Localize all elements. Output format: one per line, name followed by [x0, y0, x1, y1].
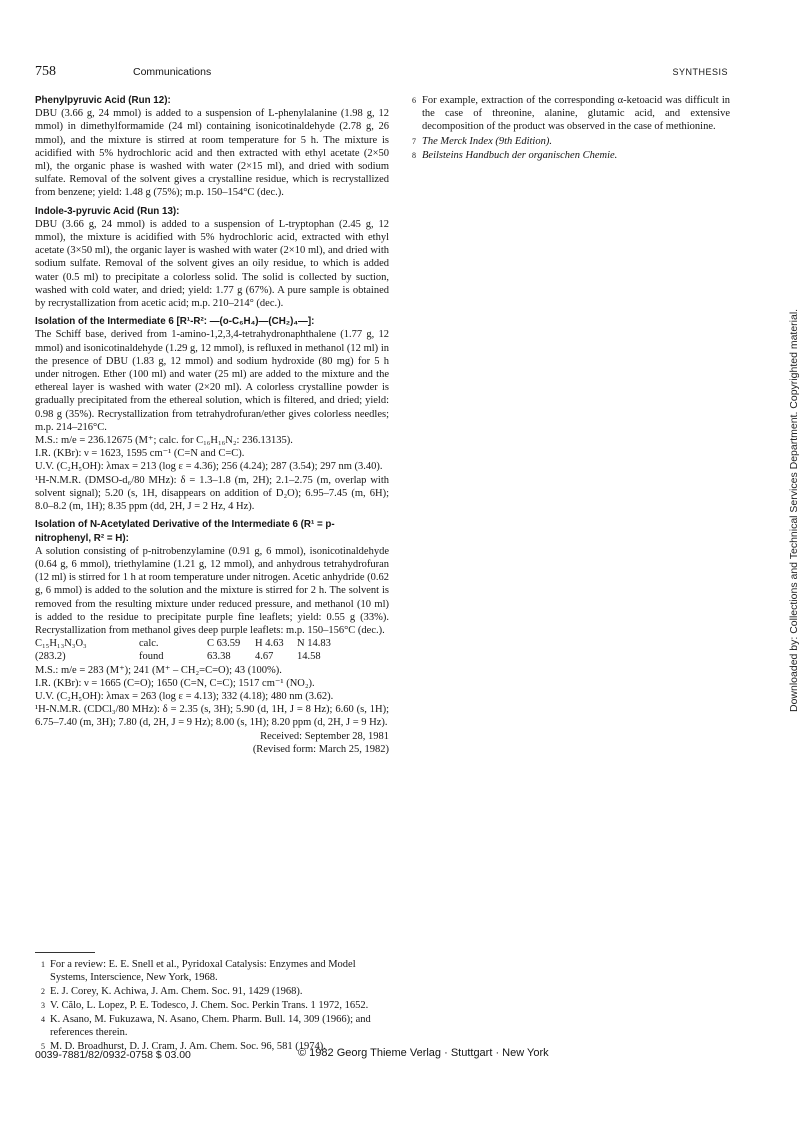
revised-date: (Revised form: March 25, 1982) — [252, 743, 389, 755]
download-notice: Downloaded by: Collections and Technical Services Department. Copyrighted material. — [788, 308, 800, 712]
footnote-item — [35, 985, 393, 998]
ir-acetylated: I.R. (KBr): ν = 1665 (C=O); 1650 (C=N, C=C); 1517 cm⁻¹ (NO₂). — [35, 677, 315, 689]
footnote-text: K. Asano, M. Fukuzawa, N. Asano, Chem. Pharm. Bull. 14, 309 (1966); and references therein. — [50, 1014, 371, 1038]
note-number: 7 — [412, 136, 416, 146]
heading-acetylated: Isolation of N-Acetylated Derivative of the Intermediate 6 (R¹ = p-nitrophenyl, R² = H): — [35, 519, 335, 544]
received-date: Received: September 28, 1981 — [260, 730, 389, 742]
footnotes — [35, 958, 393, 1054]
page-number: 758 — [35, 64, 56, 79]
note-item — [406, 149, 730, 162]
footnote-number: 3 — [41, 1001, 45, 1010]
footnote-item — [35, 958, 393, 984]
analysis-calc-label: calc. — [139, 638, 159, 650]
ms-intermediate-6: M.S.: m/e = 236.12675 (M⁺; calc. for C₁₆H₁₆N₂: 236.13135). — [35, 435, 293, 447]
analysis-calc-c: C 63.59 — [207, 638, 241, 650]
footer-article-code: 0039-7881/82/0932-0758 $ 03.00 — [35, 1049, 191, 1061]
analysis-found-n: 14.58 — [297, 651, 321, 663]
analysis-formula: C₁₅H₁₃N₃O₃ — [35, 638, 87, 650]
footnote-text: V. Călo, L. Lopez, P. E. Todesco, J. Chem. Soc. Perkin Trans. 1 1972, 1652. — [50, 1000, 369, 1011]
footnote-item — [35, 1013, 393, 1039]
analysis-found-label: found — [139, 651, 164, 663]
body-indole: DBU (3.66 g, 24 mmol) is added to a suspension of L-tryptophan (2.45 g, 12 mmol), the mixture is acidified with 5% hydrochloric acid, extracted with ethyl acetate (3×50 ml), the organic layer is washed with water (2×10 ml), and dried with sodium sulfate. Removal of the solvent gives an oily residue, to which is added water (0.5 ml) to precipitate a colorless solid. The solid is collected by suction, washed with cold water, and dried; yield: 1.77 g (67%). A pure sample is obtained by recrystallization from acetic acid; m.p. 210–214° (dec.). — [35, 218, 389, 310]
section-title: Communications — [133, 66, 212, 78]
body-intermediate-6: The Schiff base, derived from 1-amino-1,2,3,4-tetrahydronaphthalene (1.77 g, 12 mmol) and isonicotinaldehyde (1.29 g, 12 mmol), is refluxed in methanol (12 ml) in the presence of DBU (1.83 g, 12 mmol) and sodium hydroxide (80 mg) for 5 h under nitrogen. Ether (100 ml) and water (25 ml) are added to the mixture and the ethereal layer is washed with water (2×20 ml). A colorless crystalline powder is gradually precipitated from the ethereal solution, which is filtered, and dried; yield: 0.98 g (35%). Recrystallization from tetrahydrofuran/ether gives colorless needles; m.p. 214–216°C. — [35, 329, 389, 433]
footer-copyright: © 1982 Georg Thieme Verlag · Stuttgart · New York — [298, 1047, 549, 1059]
analysis-found-c: 63.38 — [207, 651, 231, 663]
footnote-number: 4 — [41, 1015, 45, 1024]
heading-intermediate-6: Isolation of the Intermediate 6 [R¹-R²: —(o-C₆H₄)—(CH₂)₄—]: — [35, 316, 315, 328]
nmr-acetylated: ¹H-N.M.R. (CDCl₃/80 MHz): δ = 2.35 (s, 3H); 5.90 (d, 1H, J = 8 Hz); 6.60 (s, 1H); 6.75–7.40 (m, 3H); 7.80 (d, 2H, J = 9 Hz); 8.00 (s, 1H); 8.20 ppm (d, 2H, J = 9 Hz). — [35, 704, 389, 729]
right-column-notes — [406, 94, 730, 163]
footnote-number: 1 — [41, 960, 45, 969]
analysis-mw: (283.2) — [35, 651, 66, 663]
footnote-item — [35, 999, 393, 1012]
journal-name: SYNTHESIS — [672, 67, 728, 77]
heading-indole: Indole-3-pyruvic Acid (Run 13): — [35, 205, 180, 217]
analysis-calc-h: H 4.63 — [255, 638, 284, 650]
note-item — [406, 94, 730, 134]
note-item — [406, 135, 730, 148]
footnote-number: 5 — [41, 1042, 45, 1051]
heading-phenylpyruvic: Phenylpyruvic Acid (Run 12): — [35, 95, 171, 106]
ms-acetylated: M.S.: m/e = 283 (M⁺); 241 (M⁺ – CH₂=C=O); 43 (100%). — [35, 664, 282, 676]
elemental-analysis — [35, 637, 389, 663]
footnote-text: E. J. Corey, K. Achiwa, J. Am. Chem. Soc. 91, 1429 (1968). — [50, 986, 303, 997]
footnote-text: M. D. Broadhurst, D. J. Cram, J. Am. Chem. Soc. 96, 581 (1974). — [50, 1041, 326, 1052]
note-number: 6 — [412, 96, 416, 105]
ir-intermediate-6: I.R. (KBr): ν = 1623, 1595 cm⁻¹ (C=N and C=C). — [35, 448, 245, 460]
body-phenylpyruvic: DBU (3.66 g, 24 mmol) is added to a suspension of L-phenylalanine (1.98 g, 12 mmol) in dimethylformamide (24 ml) containing isonicotinaldehyde (2.78 g, 26 mmol), and the mixture is stirred at room temperature for 5 h. The mixture is acidified with 5% hydrochloric acid and then extracted with ethyl acetate (2×50 ml), the organic phase is washed with water (2×15 ml), and dried with sodium sulfate. Removal of the solvent gives a crystalline residue, which is recrystallized from benzene; yield: 1.48 g (75%); m.p. 150–154°C (dec.). — [35, 108, 389, 199]
left-column — [35, 94, 389, 756]
body-acetylated: A solution consisting of p-nitrobenzylamine (0.91 g, 6 mmol), isonicotinaldehyde (0.64 g, 6 mmol), triethylamine (1.21 g, 12 mmol), and anhydrous tetrahydrofuran (12 ml) is stirred for 1 h at room temperature under nitrogen. Acetic anhydride (0.62 g, 6 mmol) is added to the solution and the mixture is stirred for 2 h. The solvent is removed from the resulting mixture under reduced pressure, and methanol (10 ml) is added to the residue to precipitate purple fine leaflets; yield: 0.55 g (33%). Recrystallization from methanol gives deep purple leaflets: m.p. 150–156°C (dec.). — [35, 545, 389, 636]
analysis-calc-n: N 14.83 — [297, 638, 331, 650]
note-text: The Merck Index (9th Edition). — [422, 135, 552, 147]
analysis-found-h: 4.67 — [255, 651, 274, 663]
uv-intermediate-6: U.V. (C₂H₅OH): λmax = 213 (log ε = 4.36); 256 (4.24); 287 (3.54); 297 nm (3.40). — [35, 461, 383, 473]
note-number: 8 — [412, 150, 416, 160]
uv-acetylated: U.V. (C₂H₅OH): λmax = 263 (log ε = 4.13); 332 (4.18); 480 nm (3.62). — [35, 690, 334, 702]
nmr-intermediate-6: ¹H-N.M.R. (DMSO-d₆/80 MHz): δ = 1.3–1.8 (m, 2H); 2.1–2.75 (m, overlap with solvent signal); 5.20 (s, 1H, disappears on addition of D₂O); 6.95–7.45 (m, 6H); 8.0–8.2 (m, 1H); 8.35 ppm (dd, 2H, J = 2 Hz, 4 Hz). — [35, 474, 389, 513]
note-text: Beilsteins Handbuch der organischen Chemie. — [422, 149, 618, 161]
footnote-number: 2 — [41, 987, 45, 996]
footnote-text: For a review: E. E. Snell et al., Pyridoxal Catalysis: Enzymes and Model Systems, Interscience, New York, 1968. — [50, 959, 356, 983]
footnote-rule — [35, 952, 95, 953]
note-text: For example, extraction of the corresponding α-ketoacid was difficult in the case of threonine, alanine, glutamic acid, and extensive decomposition of the product was observed in the case of methionine. — [422, 95, 730, 133]
